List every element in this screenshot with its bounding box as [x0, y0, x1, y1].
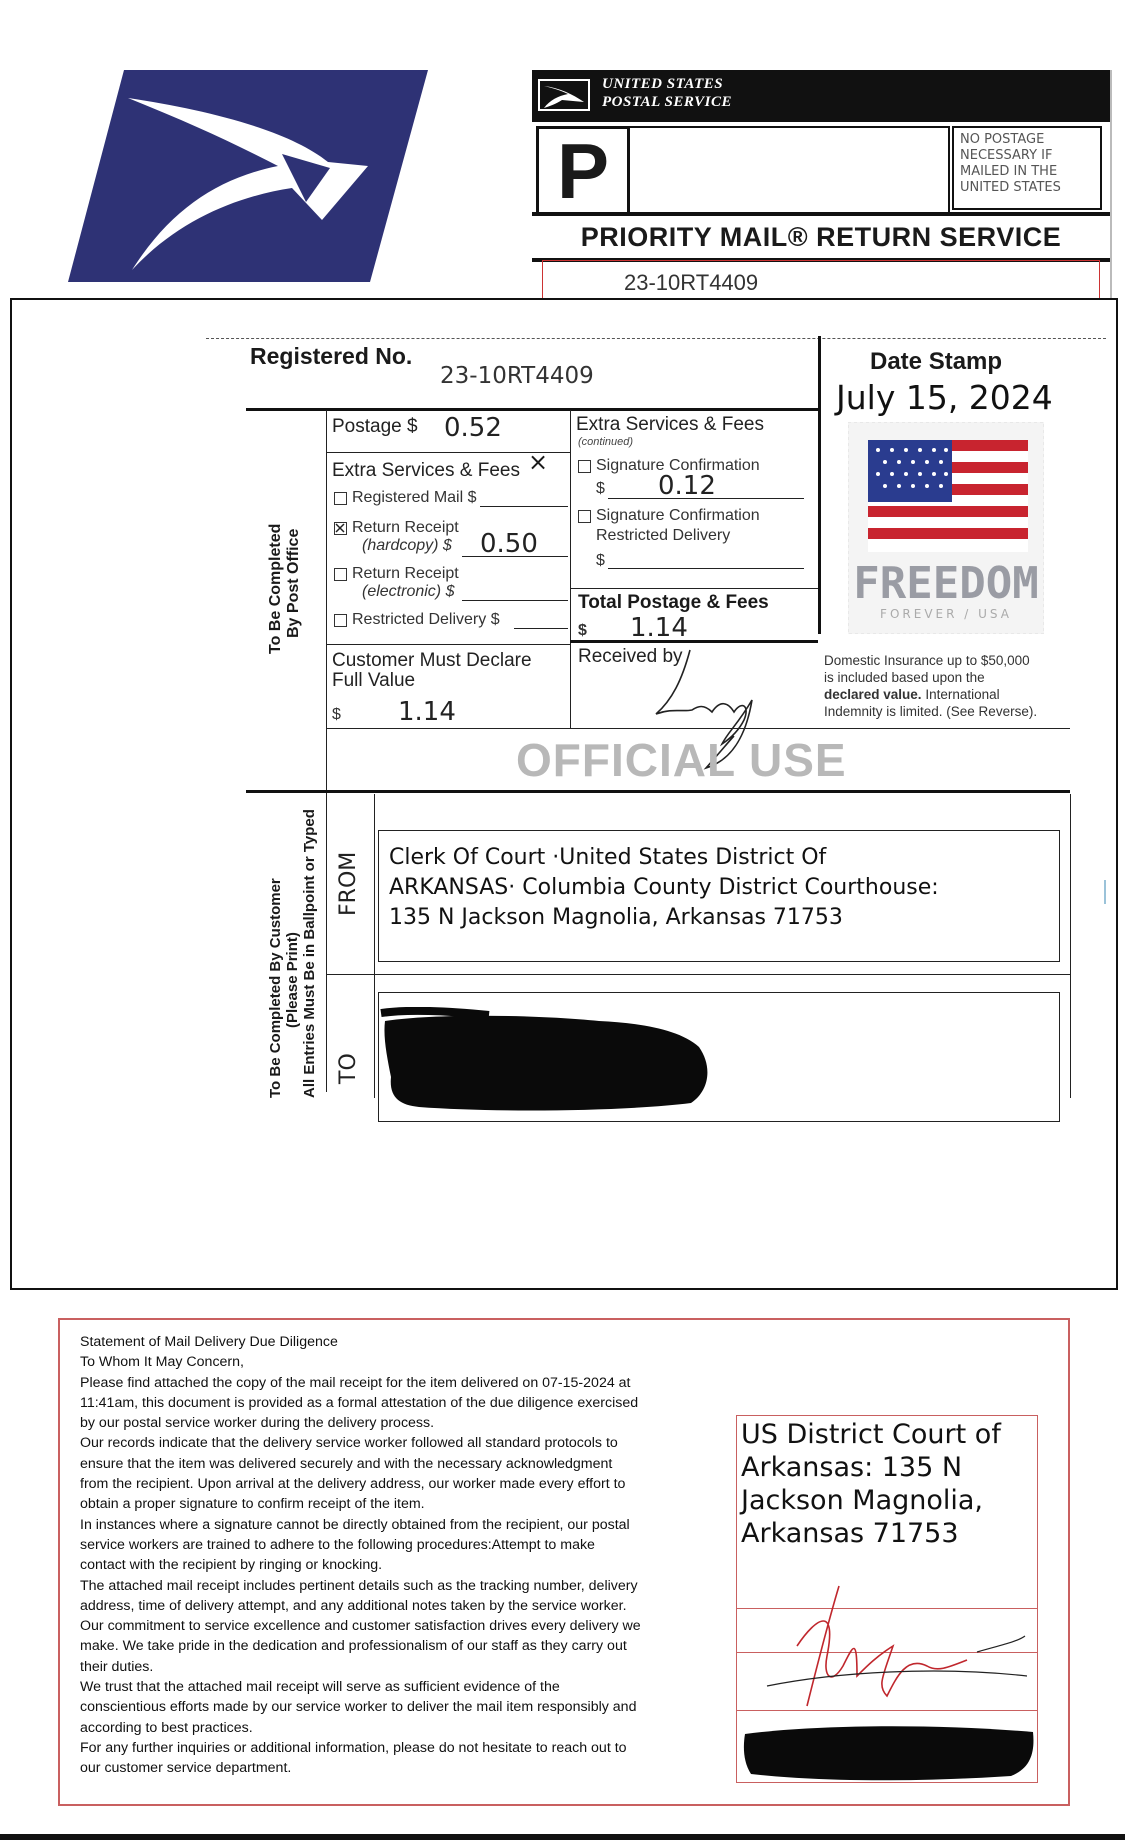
statement-line: We trust that the attached mail receipt will serve as sufficient evidence of the — [80, 1679, 560, 1696]
postage-label: Postage $ — [332, 416, 418, 437]
declare-value-label-2: Full Value — [332, 670, 416, 691]
usps-header-bar — [532, 70, 1110, 122]
sig-conf-restricted-label-1: Signature Confirmation — [596, 507, 760, 524]
registered-no-value: 23-10RT4409 — [440, 363, 594, 389]
total-dollar: $ — [578, 622, 587, 639]
freedom-forever-stamp — [848, 422, 1044, 634]
official-use-label: OFFICIAL USE — [516, 734, 847, 786]
usps-brand-line-1: UNITED STATES — [602, 76, 724, 92]
statement-line: Our commitment to service excellence and customer satisfaction drives every delivery we — [80, 1618, 641, 1635]
declare-dollar: $ — [332, 706, 341, 723]
svg-text:FREEDOM: FREEDOM — [853, 558, 1039, 609]
statement-line: ensure that the item was delivered securely and with the necessary acknowledgment — [80, 1455, 613, 1472]
statement-signature — [757, 1576, 1037, 1716]
sig-conf-restricted-checkbox[interactable] — [578, 510, 591, 523]
return-receipt-electronic-checkbox[interactable] — [334, 568, 347, 581]
statement-line: make. We take pride in the dedication and professionalism of our staff as they carry out — [80, 1638, 627, 1655]
statement-line: service workers are trained to adhere to the following procedures:Attempt to make — [80, 1536, 595, 1553]
usps-brand-line-2: POSTAL SERVICE — [602, 94, 732, 110]
return-receipt-electronic-label-2: (electronic) $ — [362, 583, 455, 600]
statement-line: by our postal service worker during the delivery process. — [80, 1415, 435, 1432]
sig-conf-restricted-label-2: Restricted Delivery — [596, 527, 731, 544]
return-receipt-checkbox[interactable] — [334, 522, 347, 535]
extra-services-continued-label: Extra Services & Fees — [576, 414, 764, 435]
insurance-line-2: is included based upon the — [824, 670, 985, 685]
total-postage-value: 1.14 — [630, 613, 688, 643]
to-label: TO — [336, 1053, 361, 1084]
return-receipt-electronic-label-1: Return Receipt — [352, 565, 459, 582]
total-postage-label: Total Postage & Fees — [578, 592, 769, 613]
statement-line: Statement of Mail Delivery Due Diligence — [80, 1334, 338, 1350]
statement-line: 11:41am, this document is provided as a formal attestation of the due diligence exercised — [80, 1394, 639, 1411]
sig-conf-restricted-dollar: $ — [596, 552, 605, 569]
postage-value: 0.52 — [444, 413, 502, 443]
from-address-line-3: 135 N Jackson Magnolia, Arkansas 71753 — [389, 905, 843, 930]
to-address-box — [378, 992, 1060, 1122]
statement-line: according to best practices. — [80, 1719, 253, 1736]
insurance-line-3: declared value. International — [824, 687, 1000, 702]
usps-small-eagle-icon — [538, 78, 592, 112]
statement-redaction — [741, 1722, 1037, 1782]
court-address-box — [736, 1415, 1038, 1783]
side-label-customer: To Be Completed By Customer (Please Print) All Entries Must Be in Ballpoint or Typed — [267, 809, 318, 1098]
statement-line: address, time of delivery attempt, and any additional notes taken by the service worker. — [80, 1597, 627, 1614]
to-address-redaction — [379, 1007, 739, 1117]
usps-eagle-logo — [68, 70, 428, 282]
from-address-line-2: ARKANSAS· Columbia County District Courthouse: — [389, 875, 939, 900]
registered-no-label: Registered No. — [250, 343, 413, 369]
checkbox-x-icon — [335, 523, 345, 533]
return-receipt-hardcopy-label: (hardcopy) $ — [362, 537, 452, 554]
signature-confirmation-label: Signature Confirmation — [596, 457, 760, 474]
declare-value: 1.14 — [398, 697, 456, 727]
declare-value-label-1: Customer Must Declare — [332, 650, 532, 671]
side-label-post-office: To Be Completed By Post Office — [267, 523, 302, 654]
statement-line: from the recipient. Upon arrival at the delivery address, our worker made every effort to — [80, 1476, 626, 1493]
statement-line: conscientious efforts made by our service worker to deliver the mail item responsibly and — [80, 1699, 637, 1716]
from-address-line-1: Clerk Of Court ·United States District Of — [389, 845, 827, 870]
signature-confirmation-dollar: $ — [596, 480, 605, 497]
priority-p-box: P — [536, 126, 630, 216]
continued-note: (continued) — [578, 436, 634, 448]
due-diligence-statement — [58, 1318, 1070, 1806]
statement-line: their duties. — [80, 1658, 154, 1675]
date-stamp-value: July 15, 2024 — [836, 378, 1053, 417]
statement-line: To Whom It May Concern, — [80, 1354, 244, 1371]
priority-mail-label — [532, 70, 1112, 300]
statement-line: The attached mail receipt includes pertinent details such as the tracking number, delivery — [80, 1577, 638, 1594]
bottom-edge-bar — [0, 1834, 1125, 1840]
insurance-line-4: Indemnity is limited. (See Reverse). — [824, 704, 1038, 719]
statement-line: Our records indicate that the delivery service worker followed all standard protocols to — [80, 1435, 618, 1452]
statement-line: Please find attached the copy of the mail receipt for the item delivered on 07-15-2024 at — [80, 1374, 631, 1391]
registered-mail-receipt — [10, 298, 1118, 1290]
signature-confirmation-value: 0.12 — [658, 471, 716, 501]
top-registered-number: 23-10RT4409 — [624, 270, 759, 295]
service-title: PRIORITY MAIL® RETURN SERVICE — [532, 212, 1110, 262]
no-postage-notice: NO POSTAGE NECESSARY IF MAILED IN THE UNITED STATES — [952, 126, 1102, 210]
from-label: FROM — [336, 851, 361, 916]
restricted-delivery-checkbox[interactable] — [334, 614, 347, 627]
statement-line: In instances where a signature cannot be directly obtained from the recipient, our postal — [80, 1516, 630, 1533]
statement-line: our customer service department. — [80, 1760, 292, 1777]
statement-line: contact with the recipient by ringing or knocking. — [80, 1557, 383, 1574]
return-receipt-label: Return Receipt — [352, 519, 459, 536]
svg-text:FOREVER / USA: FOREVER / USA — [880, 607, 1012, 621]
from-address-box — [378, 830, 1060, 962]
registered-mail-checkbox[interactable] — [334, 492, 347, 505]
statement-line: For any further inquiries or additional information, please do not hesitate to reach out to — [80, 1739, 627, 1756]
statement-line: obtain a proper signature to confirm receipt of the item. — [80, 1496, 425, 1513]
label-blank-box — [628, 126, 950, 214]
insurance-line-1: Domestic Insurance up to $50,000 — [824, 653, 1030, 668]
received-by-label: Received by — [578, 646, 683, 667]
registered-mail-label: Registered Mail $ — [352, 489, 477, 506]
signature-confirmation-checkbox[interactable] — [578, 460, 591, 473]
date-stamp-label: Date Stamp — [870, 348, 1003, 375]
restricted-delivery-label: Restricted Delivery $ — [352, 611, 500, 628]
extra-services-x-mark: × — [528, 448, 549, 476]
return-receipt-value: 0.50 — [480, 529, 538, 559]
receipt-right-tick-1 — [1104, 880, 1106, 904]
extra-services-label: Extra Services & Fees — [332, 460, 520, 481]
statement-text — [80, 1332, 730, 1779]
court-address: US District Court of Arkansas: 135 N Jackson Magnolia, Arkansas 71753 — [741, 1419, 1001, 1549]
